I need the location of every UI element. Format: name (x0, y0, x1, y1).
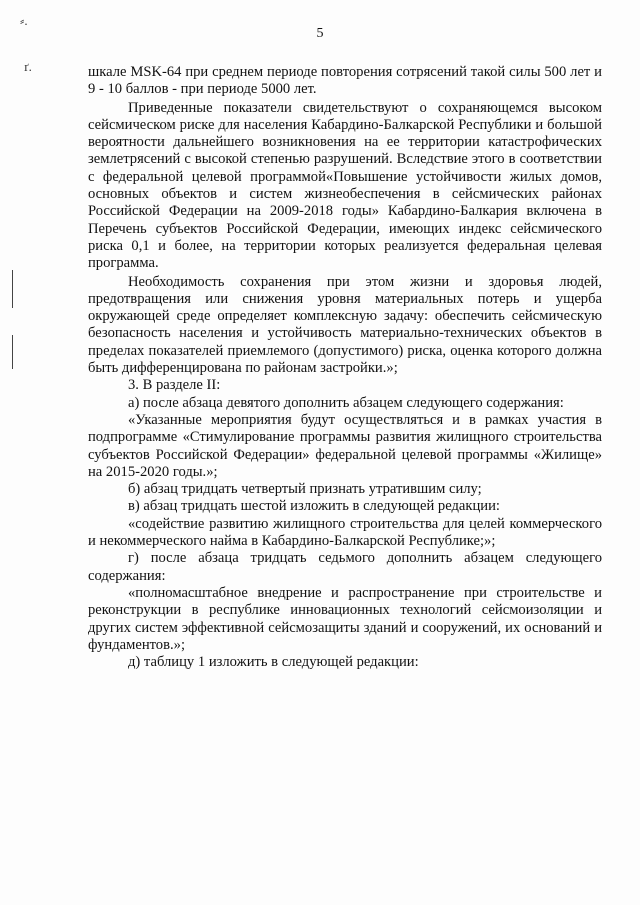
section-heading: 3. В разделе II: (128, 377, 221, 394)
paragraph: г) после абзаца тридцать седьмого дополнить абзацем следующего содержания: (88, 550, 602, 584)
paragraph: б) абзац тридцать четвертый признать утратившим силу; (128, 481, 482, 498)
paragraph: Приведенные показатели свидетельствуют о сохраняющемся высоком сейсмическом риске для населения Кабардино-Балкарской Республики и большой вероятности дальнейшего возникновения на ее территории катастрофических землетрясений с высокой степенью разрушений. Вследствие этого в соответствии с федеральной целевой программой«Повышение устойчивости жилых домов, основных объектов и систем жизнеобеспечения в сейсмических районах Российской Федерации на 2009-2018 годы» Кабардино-Балкария включена в Перечень субъектов Российской Федерации, имеющих индекс сейсмического риска 0,1 и более, на территории которых реализуется федеральная целевая программа. (88, 99, 602, 272)
scan-edge-mark (12, 270, 13, 308)
margin-mark: ⸗. (20, 13, 28, 28)
page-number: 5 (316, 26, 324, 41)
paragraph: «содействие развитию жилищного строительства для целей коммерческого и некоммерческого найма в Кабардино-Балкарской Республике;»; (88, 515, 602, 550)
paragraph: «Указанные мероприятия будут осуществляться и в рамках участия в подпрограмме «Стимулирование программы развития жилищного строительства субъектов Российской Федерации» федеральной целевой программы «Жилище» на 2015-2020 годы.»; (88, 411, 602, 480)
paragraph: шкале MSK-64 при среднем периоде повторения сотрясений такой силы 500 лет и 9 - 10 баллов - при периоде 5000 лет. (88, 64, 602, 98)
scan-edge-mark (12, 335, 13, 369)
margin-mark: ґ. (24, 59, 32, 74)
document-body (88, 64, 602, 671)
paragraph: а) после абзаца девятого дополнить абзацем следующего содержания: (128, 394, 564, 411)
paragraph: в) абзац тридцать шестой изложить в следующей редакции: (128, 498, 500, 515)
paragraph: д) таблицу 1 изложить в следующей редакции: (128, 654, 419, 671)
paragraph: Необходимость сохранения при этом жизни и здоровья людей, предотвращения или снижения уровня материальных потерь и ущерба окружающей среде определяет комплексную задачу: обеспечить сейсмическую безопасность населения и устойчивость материально-технических объектов в пределах показателей приемлемого (допустимого) риска, оценка которого должна быть дифференцирована по районам застройки.»; (88, 273, 602, 377)
paragraph: «полномасштабное внедрение и распространение при строительстве и реконструкции в республике инновационных технологий сейсмоизоляции и других систем эффективной сейсмозащиты зданий и сооружений, их оснований и фундаментов.»; (88, 584, 602, 653)
